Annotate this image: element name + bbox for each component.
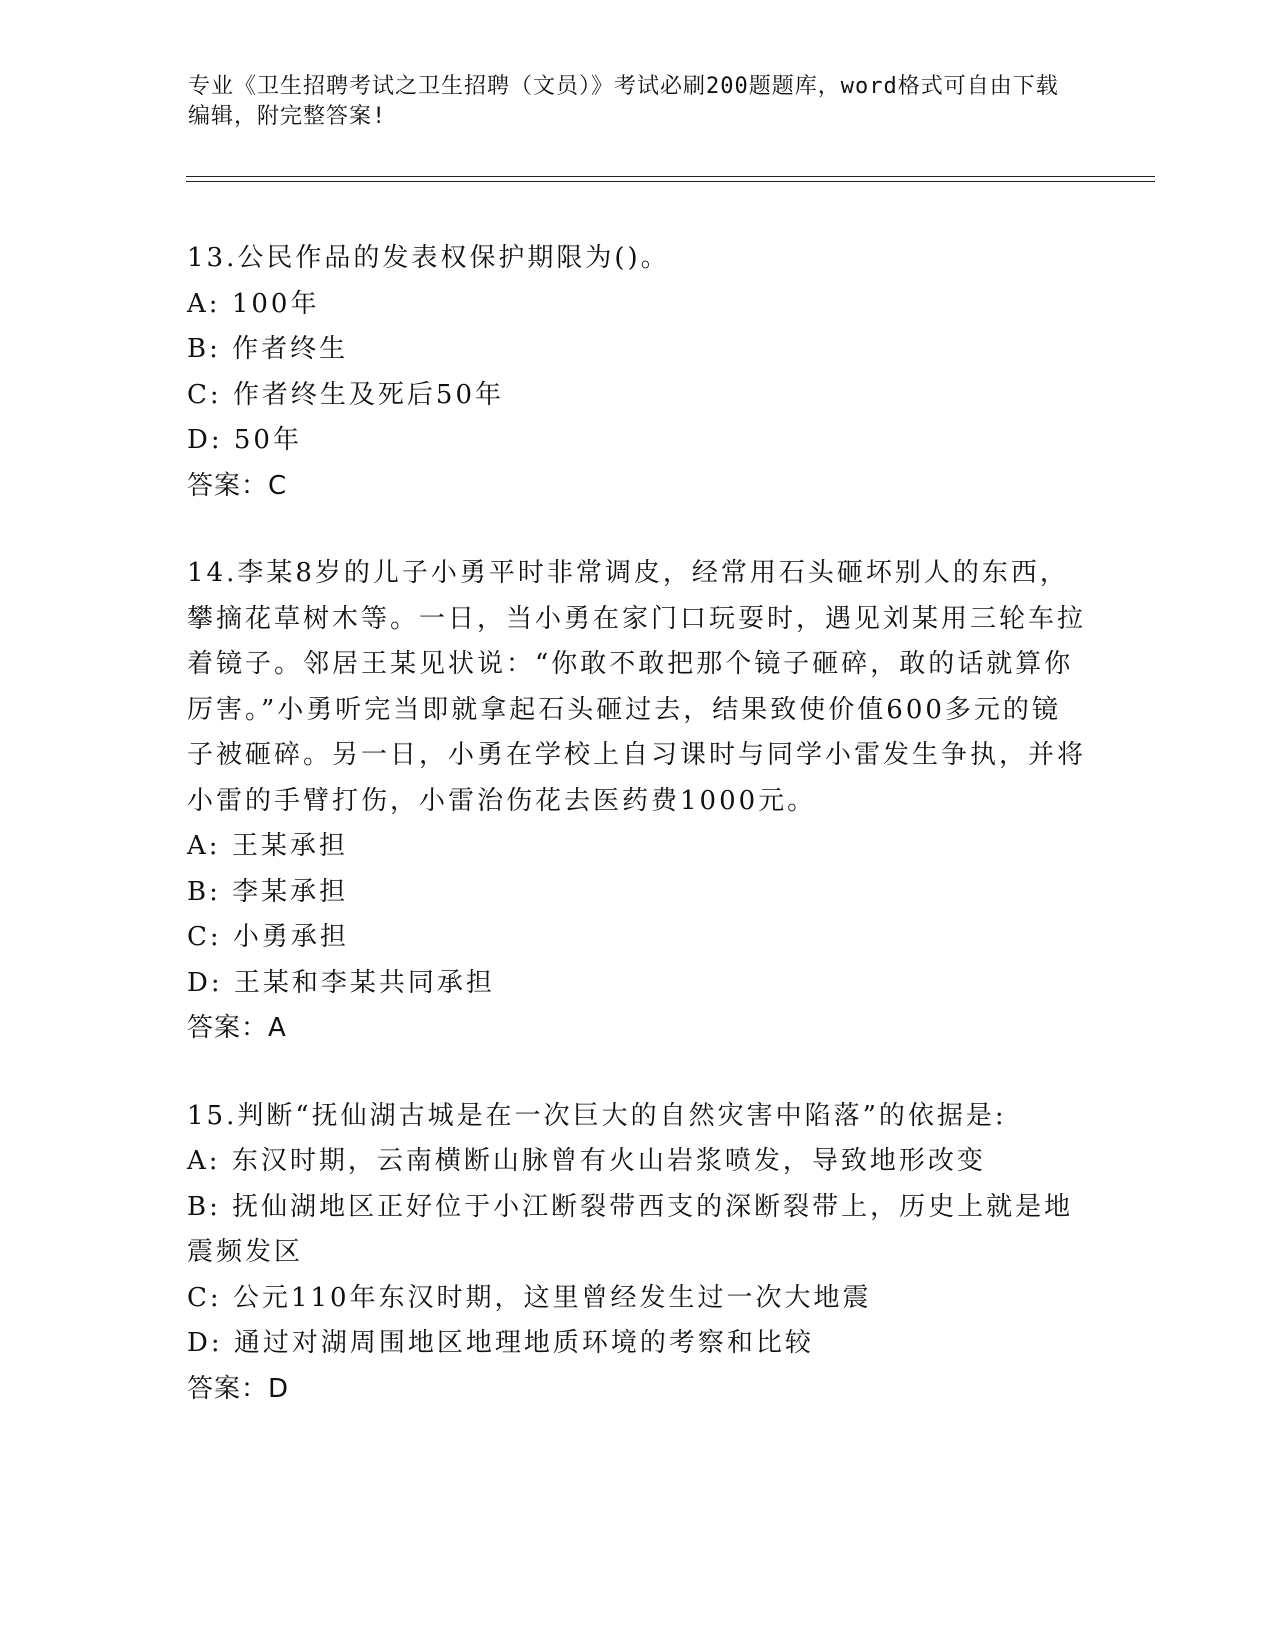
answer-line: 答案：D [187, 1373, 290, 1404]
option-text: 通过对湖周围地区地理地质环境的考察和比较 [233, 1328, 814, 1358]
answer-line: 答案：C [187, 470, 288, 501]
question-14 [187, 551, 1087, 1052]
option-text: 王某承担 [231, 831, 348, 861]
header-text: 专业《卫生招聘考试之卫生招聘（文员）》考试必刷200题题库，word格式可自由下载编辑，附完整答案! [188, 74, 1059, 129]
option-d [187, 1321, 1087, 1367]
option-text: 公元110年东汉时期，这里曾经发生过一次大地震 [232, 1282, 872, 1313]
option-text: 李某承担 [232, 876, 349, 907]
option-text: 王某和李某共同承担 [233, 967, 495, 998]
question-15 [187, 1094, 1087, 1413]
option-a [187, 824, 1087, 870]
option-c [187, 373, 1087, 419]
option-label: C: [187, 379, 222, 410]
question-stem: 15.判断“抚仙湖古城是在一次巨大的自然灾害中陷落”的依据是: [187, 1100, 1007, 1131]
option-text: 作者终生 [232, 334, 349, 364]
option-label: A: [187, 288, 221, 319]
option-label: A: [187, 1146, 221, 1176]
option-text: 作者终生及死后50年 [232, 379, 505, 410]
option-b [187, 1185, 1087, 1276]
question-stem: 14.李某8岁的儿子小勇平时非常调皮，经常用石头砸坏别人的东西，攀摘花草树木等。一日，当小勇在家门口玩耍时，遇见刘某用三轮车拉着镜子。邻居王某见状说：“你敢不敢把那个镜子砸碎，敢的话就算你厉害。”小勇听完当即就拿起石头砸过去，结果致使价值600多元的镜子被砸碎。另一日，小勇在学校上自习课时与同学小雷发生争执，并将小雷的手臂打伤，小雷治伤花去医药费1000元。 [187, 558, 1087, 816]
option-b [187, 327, 1087, 373]
option-label: C: [187, 1282, 222, 1313]
option-c [187, 1276, 1087, 1322]
option-text: 100年 [231, 288, 320, 319]
option-text: 抚仙湖地区正好位于小江断裂带西支的深断裂带上，历史上就是地震频发区 [187, 1191, 1074, 1267]
document-header [188, 72, 1068, 132]
option-label: C: [187, 922, 222, 952]
question-list [187, 236, 1087, 1454]
header-divider-top [186, 176, 1155, 177]
option-text: 东汉时期，云南横断山脉曾有火山岩浆喷发，导致地形改变 [231, 1146, 986, 1176]
option-label: D: [187, 967, 223, 998]
option-d [187, 418, 1087, 464]
option-label: D: [187, 1328, 223, 1358]
option-label: B: [187, 1191, 221, 1222]
question-13 [187, 236, 1087, 509]
option-label: D: [187, 425, 223, 455]
option-d [187, 961, 1087, 1007]
option-label: B: [187, 876, 221, 907]
option-c [187, 915, 1087, 961]
option-b [187, 870, 1087, 916]
option-a [187, 282, 1087, 328]
answer-line: 答案：A [187, 1013, 287, 1043]
header-divider-bottom [186, 181, 1155, 182]
option-text: 小勇承担 [232, 922, 349, 952]
option-a [187, 1139, 1087, 1185]
question-stem: 13.公民作品的发表权保护期限为()。 [187, 243, 670, 273]
option-text: 50年 [233, 425, 302, 455]
option-label: A: [187, 831, 221, 861]
option-label: B: [187, 334, 221, 364]
